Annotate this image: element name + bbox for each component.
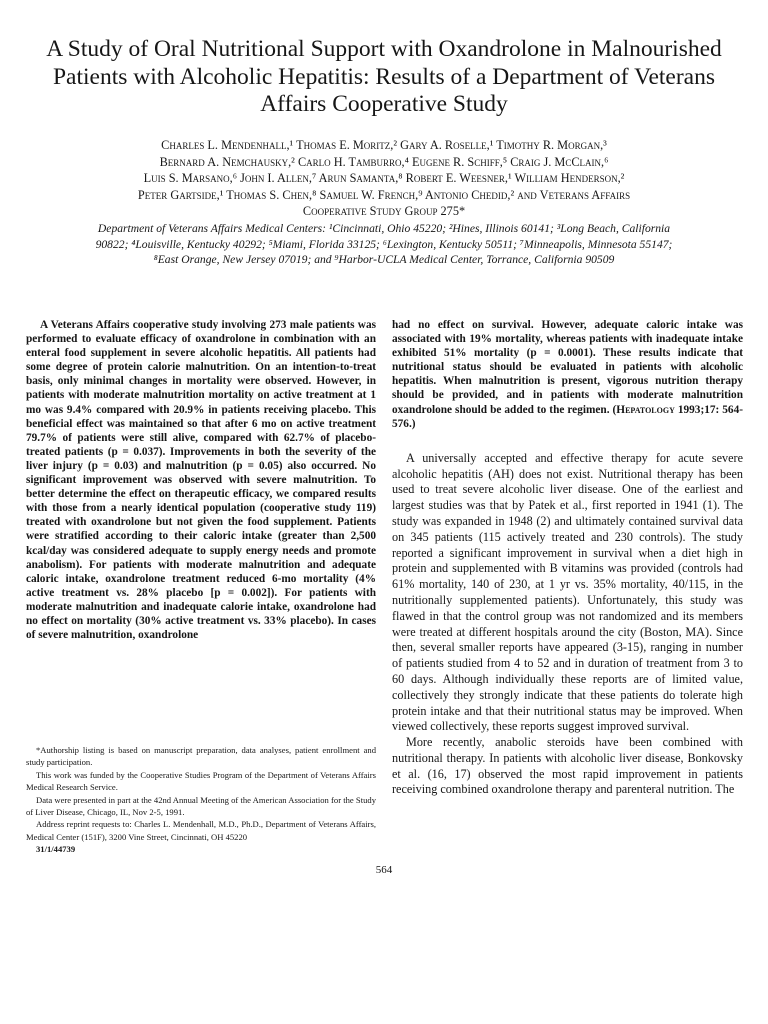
- body-paragraph: A universally accepted and effective therapy for acute severe alcoholic hepatitis (AH) does not exist. Nutritional therapy has been used to treat severe alcoholic liver disease. One of the earliest and largest studies was that by Patek et al., first reported in 1941 (1). The study was expanded in 1948 (2) and ultimately contained survival data on 345 patients (115 actively treated and 230 controls). The study reported a significant improvement in survival when a diet high in protein and supplemented with B vitamins was provided (controls had 61% mortality, 140 of 230, at 1 yr vs. 35% mortality, 40/115, in the nutritionally supplemented patients). Unfortunately, this study was flawed in that the control group was not randomized and its members were treated at different hospitals around the city (Boston, MA). Since then, several smaller reports have appeared (3-15), ranging in number of patients studied from 4 to 52 and in duration of treatment from 3 to 60 days. Although individually these reports are of limited value, collectively they strongly indicate that these patients do tolerate high protein intake and that their nutritional status may be improved. When viewed collectively, these reports suggest improved survival.: [392, 450, 743, 734]
- abstract-text: A Veterans Affairs cooperative study involving 273 male patients was performed to evaluate efficacy of oxandrolone in combination with an enteral food supplement in severe alcoholic hepatitis. All patients had some degree of protein calorie malnutrition. On an intention-to-treat basis, only minimal changes in mortality were observed. However, in patients with moderate malnutrition mortality on active treatment at 1 mo was 9.4% compared with 20.9% in patients receiving placebo. This beneficial effect was maintained so that after 6 mo on active treatment 79.7% of patients were still alive, compared with 62.7% of placebo-treated patients (p = 0.037). Improvements in both the severity of the liver injury (p = 0.03) and malnutrition (p = 0.05) also occurred. No significant improvement was observed with severe malnutrition. To better determine the effect on therapeutic efficacy, we compared results with those from a nearly identical population (cooperative study 119) treated with oxandrolone but not given the food supplement. Patients were stratified according to their caloric intake (greater than 2,500 kcal/day was considered adequate to supply energy needs and promote anabolism). For patients with moderate malnutrition and adequate caloric intake, oxandrolone treatment reduced 6-mo mortality (4% active treatment vs. 28% placebo [p = 0.002]). For patients with moderate malnutrition and inadequate calorie intake, oxandrolone had no effect on mortality (30% active treatment vs. 33% placebo). In cases of severe malnutrition, oxandrolone: [26, 319, 376, 642]
- author-line: Cooperative Study Group 275*: [302, 204, 466, 218]
- author-line: Bernard A. Nemchausky,² Carlo H. Tamburro,⁴ Eugene R. Schiff,⁵ Craig J. McClain,⁶: [159, 154, 609, 169]
- page-number: 564: [375, 864, 393, 876]
- affiliation-line: ⁸East Orange, New Jersey 07019; and ⁹Harbor-UCLA Medical Center, Torrance, California 90509: [153, 253, 615, 266]
- author-line: Peter Gartside,¹ Thomas S. Chen,⁸ Samuel W. French,⁹ Antonio Chedid,² and Veterans Affairs: [137, 187, 631, 202]
- footnote: Data were presented in part at the 42nd Annual Meeting of the American Association for the Study of Liver Disease, Chicago, IL, Nov 2-5, 1991.: [26, 794, 376, 818]
- footnote: *Authorship listing is based on manuscript preparation, data analyses, patient enrollment and study participation.: [26, 745, 376, 768]
- affiliation-line: Department of Veterans Affairs Medical Centers: ¹Cincinnati, Ohio 45220; ²Hines, Illinois 60141; ³Long Beach, California: [97, 222, 671, 235]
- author-line: Luis S. Marsano,⁶ John I. Allen,⁷ Arun Samanta,⁸ Robert E. Weesner,¹ William Henderson,²: [143, 171, 625, 185]
- author-line: Charles L. Mendenhall,¹ Thomas E. Moritz,² Gary A. Roselle,¹ Timothy R. Morgan,³: [161, 138, 607, 152]
- footnotes: [26, 744, 376, 856]
- citation: 1993;17: 564-576.): [392, 403, 743, 430]
- footnote: Address reprint requests to: Charles L. Mendenhall, M.D., Ph.D., Department of Veterans Affairs, Medical Center (151F), 3200 Vine Street, Cincinnati, OH 45220: [26, 819, 376, 842]
- affiliations: [26, 221, 742, 268]
- left-column: [26, 318, 376, 642]
- article-code: 31/1/44739: [36, 844, 76, 855]
- right-column: [392, 318, 743, 798]
- article-title: A Study of Oral Nutritional Support with Oxandrolone in Malnourished Patients with Alcoholic Hepatitis: Results of a Department of Veterans Affairs Cooperative Study: [46, 36, 722, 117]
- journal-name: Hepatology: [616, 403, 675, 416]
- abstract-text-continued: had no effect on survival. However, adequate caloric intake was associated with 19% mortality, whereas patients with inadequate intake exhibited 51% mortality (p = 0.0001). These results indicate that nutritional status should be evaluated in patients with alcoholic hepatitis. When malnutrition is present, vigorous nutrition therapy should be provided, and in patients with moderate malnutrition oxandrolone should be added to the regimen. (: [392, 319, 743, 416]
- author-list: [22, 137, 746, 220]
- abstract-continuation: [392, 318, 743, 431]
- body-paragraph: More recently, anabolic steroids have been combined with nutritional therapy. In patients with alcoholic liver disease, Bonkovsky et al. (16, 17) observed the most rapid improvement in patients receiving combined oxandrolone therapy and parenteral nutrition. The: [392, 735, 743, 797]
- affiliation-line: 90822; ⁴Louisville, Kentucky 40292; ⁵Miami, Florida 33125; ⁶Lexington, Kentucky 50511; ⁷Minneapolis, Minnesota 55147;: [95, 237, 673, 251]
- footnote: This work was funded by the Cooperative Studies Program of the Department of Veterans Affairs Medical Research Service.: [26, 769, 376, 793]
